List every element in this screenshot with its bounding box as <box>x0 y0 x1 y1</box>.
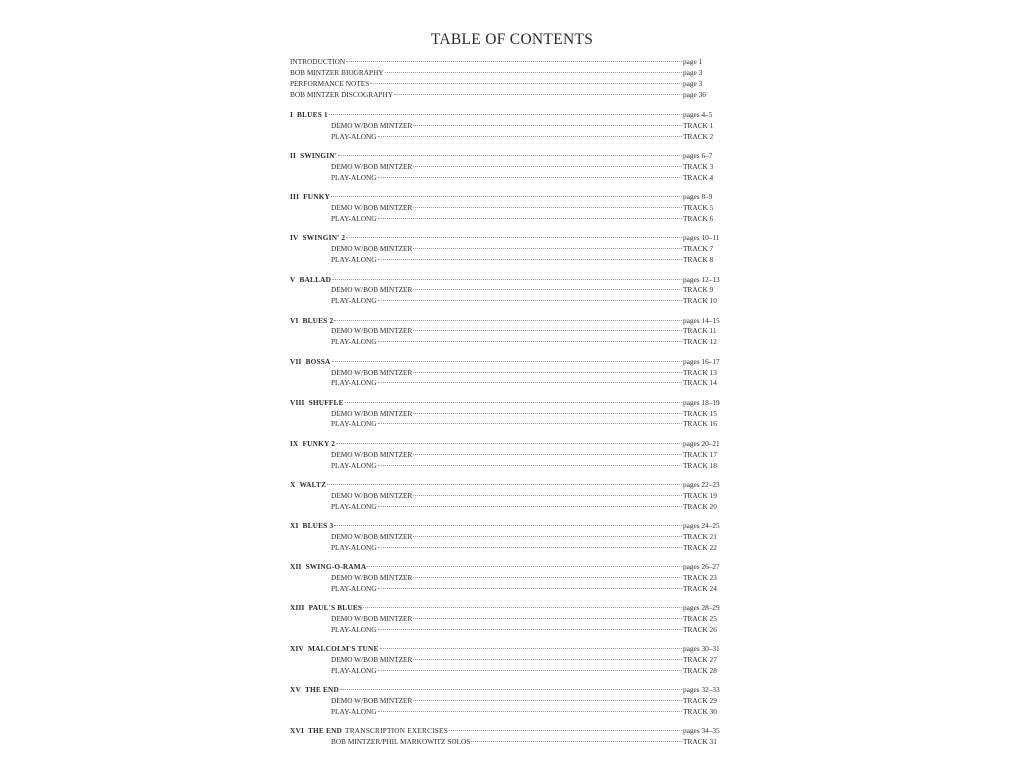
spacer <box>290 554 726 562</box>
track-entry-ref: TRACK 13 <box>683 367 717 377</box>
dot-leader <box>329 114 682 115</box>
dot-leader <box>334 320 682 321</box>
track-entry <box>290 244 726 255</box>
section-entry-label <box>290 151 337 162</box>
section-entry-ref: pages 10–11 <box>683 233 720 243</box>
track-entry-ref: TRACK 2 <box>683 132 714 142</box>
track-entry <box>290 491 726 502</box>
front-matter-entry-ref: page 3 <box>683 78 703 88</box>
dot-leader <box>413 495 682 496</box>
track-entry-ref: TRACK 14 <box>683 378 717 388</box>
front-matter-entry-label: BOB MINTZER DISCOGRAPHY <box>290 89 393 99</box>
track-entry <box>290 614 726 625</box>
track-entry-label: PLAY-ALONG <box>331 419 377 429</box>
track-entry-label: DEMO W/BOB MINTZER <box>331 696 413 706</box>
dot-leader <box>334 525 682 526</box>
track-entry-ref: TRACK 31 <box>683 737 717 747</box>
track-entry <box>290 502 726 513</box>
section-number: I <box>290 110 294 120</box>
track-entry-ref: TRACK 23 <box>683 572 717 582</box>
track-entry <box>290 409 726 420</box>
section-number: VII <box>290 356 302 366</box>
section-number: VIII <box>290 397 305 407</box>
section-number: XIV <box>290 644 304 654</box>
front-matter-entry <box>290 68 726 79</box>
track-entry-ref: TRACK 5 <box>683 203 714 213</box>
section-entry-label <box>290 357 331 368</box>
section-entry-ref: pages 12–13 <box>683 274 720 284</box>
section-name: SWINGIN' 2 <box>302 233 346 243</box>
track-entry <box>290 132 726 143</box>
section-name: FUNKY 2 <box>302 438 336 448</box>
dot-leader <box>378 629 682 630</box>
track-entry-label: PLAY-ALONG <box>331 214 377 224</box>
spacer <box>290 266 726 274</box>
spacer <box>290 225 726 233</box>
track-entry-ref: TRACK 6 <box>683 214 714 224</box>
track-entry-ref: TRACK 8 <box>683 255 714 265</box>
track-entry-ref: TRACK 11 <box>683 326 717 336</box>
track-entry <box>290 337 726 348</box>
spacer <box>290 471 726 479</box>
dot-leader <box>346 237 682 238</box>
section-entry-label <box>290 644 379 655</box>
section-entry-ref: pages 16–17 <box>683 356 720 366</box>
section-extra: TRANSCRIPTION EXERCISES <box>345 726 448 736</box>
section-number: V <box>290 274 296 284</box>
dot-leader <box>413 330 682 331</box>
dot-leader <box>413 659 682 660</box>
dot-leader <box>378 506 682 507</box>
spacer <box>290 718 726 726</box>
section-name: MALCOLM'S TUNE <box>307 644 379 654</box>
section-entry <box>290 398 726 409</box>
section-entry <box>290 685 726 696</box>
track-entry-label: DEMO W/BOB MINTZER <box>331 572 413 582</box>
dot-leader <box>413 618 682 619</box>
section-number: XI <box>290 520 299 530</box>
track-entry-label: PLAY-ALONG <box>331 255 377 265</box>
section-entry-ref: pages 6–7 <box>683 151 713 161</box>
section-entry-ref: pages 34–35 <box>683 726 720 736</box>
front-matter-entry-label: INTRODUCTION <box>290 57 346 66</box>
front-matter-entry-ref: page 1 <box>683 57 703 66</box>
dot-leader <box>413 372 682 373</box>
section-entry <box>290 151 726 162</box>
section-number: X <box>290 479 296 489</box>
track-entry-label: DEMO W/BOB MINTZER <box>331 367 413 377</box>
dot-leader <box>378 341 682 342</box>
section-number: III <box>290 192 300 202</box>
section-entry <box>290 316 726 327</box>
section-number: XIII <box>290 603 305 612</box>
dot-leader <box>370 83 682 84</box>
table-of-contents <box>290 57 726 748</box>
track-entry <box>290 573 726 584</box>
dot-leader <box>413 289 682 290</box>
track-entry-label: PLAY-ALONG <box>331 296 377 306</box>
section-entry <box>290 192 726 203</box>
track-entry-ref: TRACK 26 <box>683 624 717 634</box>
section-name: PAUL'S BLUES <box>308 603 363 612</box>
track-entry <box>290 368 726 379</box>
front-matter-entry-label: BOB MINTZER BIOGRAPHY <box>290 67 384 77</box>
track-entry <box>290 625 726 636</box>
section-entry-ref: pages 20–21 <box>683 438 720 448</box>
dot-leader <box>413 413 682 414</box>
dot-leader <box>413 577 682 578</box>
dot-leader <box>363 607 682 608</box>
section-entry-label <box>290 398 344 409</box>
track-entry-ref: TRACK 22 <box>683 542 717 552</box>
track-entry-label: PLAY-ALONG <box>331 665 377 675</box>
section-entry <box>290 726 726 737</box>
track-entry <box>290 461 726 472</box>
dot-leader <box>338 155 682 156</box>
track-entry <box>290 255 726 266</box>
dot-leader <box>471 741 682 742</box>
dot-leader <box>413 454 682 455</box>
section-entry <box>290 357 726 368</box>
dot-leader <box>340 689 682 690</box>
section-name: SWING-O-RAMA <box>305 561 367 571</box>
dot-leader <box>378 670 682 671</box>
track-entry <box>290 162 726 173</box>
dot-leader <box>332 361 683 362</box>
section-entry-ref: pages 14–15 <box>683 315 720 325</box>
section-entry <box>290 110 726 121</box>
section-entry-label <box>290 726 448 737</box>
section-entry-label <box>290 439 335 450</box>
track-entry-label: DEMO W/BOB MINTZER <box>331 408 413 418</box>
dot-leader <box>380 648 682 649</box>
track-entry-label: PLAY-ALONG <box>331 173 377 183</box>
dot-leader <box>413 700 682 701</box>
section-entry <box>290 644 726 655</box>
track-entry-label: PLAY-ALONG <box>331 460 377 470</box>
track-entry <box>290 655 726 666</box>
track-entry-ref: TRACK 28 <box>683 665 717 675</box>
dot-leader <box>394 94 682 95</box>
track-entry <box>290 296 726 307</box>
track-entry-ref: TRACK 17 <box>683 449 717 459</box>
track-entry <box>290 696 726 707</box>
track-entry-label: DEMO W/BOB MINTZER <box>331 162 413 172</box>
dot-leader <box>385 72 682 73</box>
dot-leader <box>332 279 682 280</box>
dot-leader <box>378 711 682 712</box>
track-entry <box>290 450 726 461</box>
track-entry <box>290 121 726 132</box>
dot-leader <box>413 207 682 208</box>
track-entry-label: DEMO W/BOB MINTZER <box>331 613 413 623</box>
track-entry <box>290 285 726 296</box>
track-entry <box>290 378 726 389</box>
dot-leader <box>378 136 682 137</box>
section-name: FUNKY <box>303 192 331 202</box>
page-title: TABLE OF CONTENTS <box>430 31 594 48</box>
section-entry <box>290 275 726 286</box>
spacer <box>290 430 726 438</box>
section-entry-ref: pages 24–25 <box>683 520 720 530</box>
spacer <box>290 636 726 644</box>
track-entry-ref: TRACK 29 <box>683 696 717 706</box>
section-name: SHUFFLE <box>308 397 344 407</box>
track-entry <box>290 737 726 748</box>
track-entry-ref: TRACK 16 <box>683 419 717 429</box>
dot-leader <box>413 166 682 167</box>
track-entry-ref: TRACK 19 <box>683 490 717 500</box>
section-entry-ref: pages 32–33 <box>683 685 720 695</box>
spacer <box>290 677 726 685</box>
track-entry-ref: TRACK 3 <box>683 162 714 172</box>
track-entry-label: DEMO W/BOB MINTZER <box>331 490 413 500</box>
track-entry-ref: TRACK 4 <box>683 173 714 183</box>
section-name: BALLAD <box>299 274 332 284</box>
section-number: IV <box>290 233 299 243</box>
track-entry-label: DEMO W/BOB MINTZER <box>331 285 413 295</box>
track-entry <box>290 707 726 718</box>
track-entry-label: BOB MINTZER/PHIL MARKOWITZ SOLOS <box>331 737 471 747</box>
track-entry-ref: TRACK 25 <box>683 613 717 623</box>
track-entry-label: PLAY-ALONG <box>331 337 377 347</box>
spacer <box>290 389 726 397</box>
track-entry-label: DEMO W/BOB MINTZER <box>331 531 413 541</box>
section-number: XII <box>290 561 302 571</box>
track-entry-ref: TRACK 18 <box>683 460 717 470</box>
dot-leader <box>378 218 682 219</box>
spacer <box>290 512 726 520</box>
section-number: XV <box>290 685 301 695</box>
section-entry-ref: pages 22–23 <box>683 479 720 489</box>
section-entry-label <box>290 316 333 327</box>
track-entry-label: DEMO W/BOB MINTZER <box>331 654 413 664</box>
section-entry <box>290 603 726 614</box>
track-entry <box>290 543 726 554</box>
section-entry-label <box>290 480 326 491</box>
dot-leader <box>346 61 682 62</box>
track-entry <box>290 584 726 595</box>
dot-leader <box>378 423 682 424</box>
section-entry-label <box>290 521 333 532</box>
section-entry-label <box>290 192 330 203</box>
spacer <box>290 143 726 151</box>
section-entry-label <box>290 685 339 696</box>
track-entry <box>290 203 726 214</box>
section-entry-ref: pages 26–27 <box>683 561 720 571</box>
section-number: XVI <box>290 726 304 736</box>
track-entry-ref: TRACK 20 <box>683 501 717 511</box>
front-matter-entry-ref: page 36 <box>683 89 706 99</box>
dot-leader <box>378 382 682 383</box>
front-matter-entry-label: PERFORMANCE NOTES <box>290 78 370 88</box>
section-entry-ref: pages 28–29 <box>683 603 720 612</box>
spacer <box>290 307 726 315</box>
spacer <box>290 184 726 192</box>
section-entry <box>290 439 726 450</box>
track-entry-label: DEMO W/BOB MINTZER <box>331 203 413 213</box>
section-name: THE END <box>304 685 339 695</box>
section-entry-label <box>290 275 331 286</box>
section-name: BLUES 2 <box>302 315 334 325</box>
section-entry-label <box>290 110 328 121</box>
section-number: IX <box>290 438 299 448</box>
track-entry-label: DEMO W/BOB MINTZER <box>331 244 413 254</box>
section-entry-ref: pages 8–9 <box>683 192 713 202</box>
track-entry-label: DEMO W/BOB MINTZER <box>331 326 413 336</box>
section-entry-label <box>290 603 362 614</box>
front-matter-entry <box>290 79 726 90</box>
track-entry-ref: TRACK 10 <box>683 296 717 306</box>
dot-leader <box>345 402 682 403</box>
dot-leader <box>449 730 682 731</box>
dot-leader <box>378 177 682 178</box>
track-entry-label: PLAY-ALONG <box>331 132 377 142</box>
section-entry <box>290 562 726 573</box>
dot-leader <box>378 588 682 589</box>
track-entry-ref: TRACK 30 <box>683 706 717 716</box>
section-name: BOSSA <box>305 356 331 366</box>
spacer <box>290 101 726 111</box>
section-entry-ref: pages 30–31 <box>683 644 720 654</box>
track-entry <box>290 419 726 430</box>
section-entry <box>290 480 726 491</box>
section-name: THE END <box>307 726 343 736</box>
track-entry <box>290 532 726 543</box>
track-entry-ref: TRACK 15 <box>683 408 717 418</box>
dot-leader <box>378 259 682 260</box>
section-number: VI <box>290 315 299 325</box>
section-name: WALTZ <box>299 479 327 489</box>
section-entry-ref: pages 18–19 <box>683 397 720 407</box>
section-entry-label <box>290 233 345 244</box>
track-entry-label: PLAY-ALONG <box>331 583 377 593</box>
track-entry-label: PLAY-ALONG <box>331 624 377 634</box>
section-name: SWINGIN' <box>300 151 337 161</box>
track-entry-ref: TRACK 24 <box>683 583 717 593</box>
track-entry-ref: TRACK 9 <box>683 285 714 295</box>
dot-leader <box>413 536 682 537</box>
dot-leader <box>378 300 682 301</box>
section-name: BLUES 1 <box>297 110 328 120</box>
section-entry <box>290 233 726 244</box>
dot-leader <box>378 465 682 466</box>
section-number: II <box>290 151 297 161</box>
spacer <box>290 348 726 356</box>
track-entry-label: DEMO W/BOB MINTZER <box>331 449 413 459</box>
dot-leader <box>413 125 682 126</box>
dot-leader <box>367 566 682 567</box>
track-entry <box>290 666 726 677</box>
front-matter-entry <box>290 90 726 101</box>
section-name: BLUES 3 <box>302 520 334 530</box>
track-entry-label: PLAY-ALONG <box>331 542 377 552</box>
section-entry-ref: pages 4–5 <box>683 110 713 120</box>
front-matter-entry-ref: page 3 <box>683 67 703 77</box>
section-entry-label <box>290 562 366 573</box>
track-entry-label: PLAY-ALONG <box>331 378 377 388</box>
track-entry-ref: TRACK 1 <box>683 121 714 131</box>
section-entry <box>290 521 726 532</box>
track-entry-ref: TRACK 21 <box>683 531 717 541</box>
dot-leader <box>327 484 682 485</box>
dot-leader <box>378 547 682 548</box>
dot-leader <box>336 443 682 444</box>
track-entry <box>290 326 726 337</box>
track-entry <box>290 214 726 225</box>
dot-leader <box>331 196 682 197</box>
track-entry-label: DEMO W/BOB MINTZER <box>331 121 413 131</box>
front-matter-entry <box>290 57 726 68</box>
dot-leader <box>413 248 682 249</box>
track-entry-ref: TRACK 12 <box>683 337 717 347</box>
track-entry <box>290 173 726 184</box>
track-entry-label: PLAY-ALONG <box>331 706 377 716</box>
spacer <box>290 595 726 603</box>
track-entry-ref: TRACK 7 <box>683 244 714 254</box>
track-entry-ref: TRACK 27 <box>683 654 717 664</box>
track-entry-label: PLAY-ALONG <box>331 501 377 511</box>
